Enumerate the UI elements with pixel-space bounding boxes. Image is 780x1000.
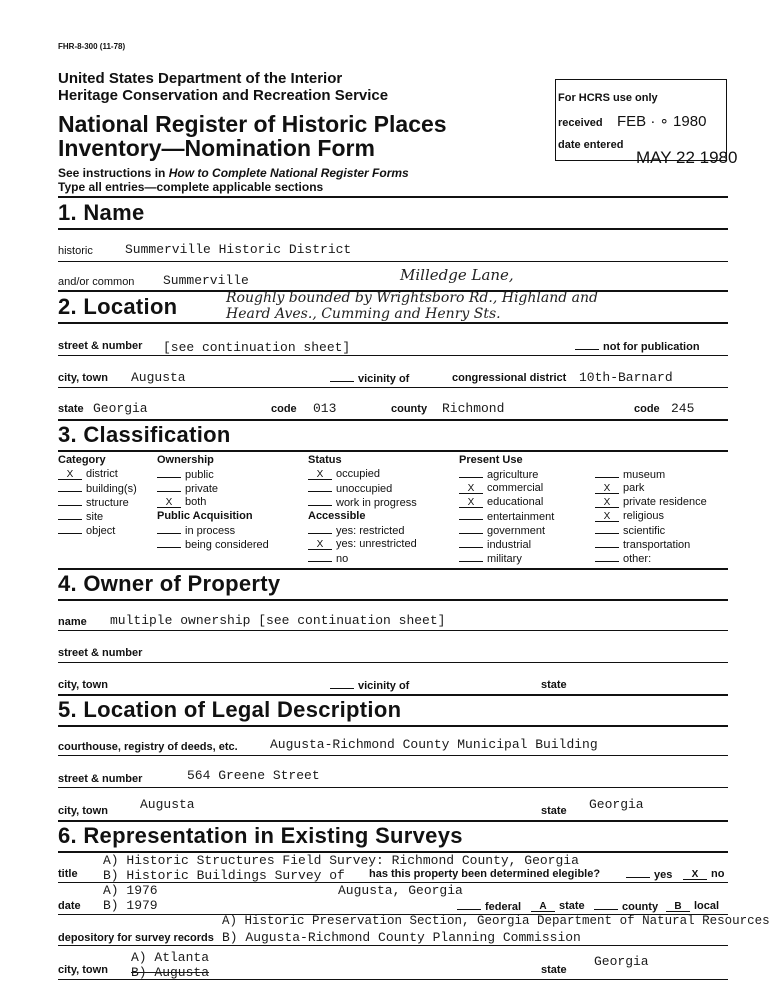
section-1-title: 1. Name — [58, 200, 145, 225]
stamp-date-entered-label: date entered — [558, 139, 624, 151]
agency-line-2: Heritage Conservation and Recreation Service — [58, 87, 389, 104]
present-use-option — [459, 538, 531, 551]
present-use-option — [595, 510, 664, 522]
historic-label: historic — [58, 245, 93, 257]
category-heading: Category — [58, 454, 106, 466]
location-county-value: Richmond — [442, 401, 505, 416]
present-use-option — [459, 552, 522, 565]
survey-date-a: A) 1976 — [103, 883, 158, 898]
present-use-label: military — [487, 553, 522, 565]
ownership-label: public — [185, 469, 214, 481]
level-local-mark[interactable]: B — [666, 902, 690, 912]
survey-state-label: state — [541, 964, 567, 976]
level-county — [594, 900, 658, 913]
category-label: building(s) — [86, 483, 137, 495]
acquisition-option — [157, 538, 269, 551]
accessible-label: yes: restricted — [336, 525, 405, 537]
eligible-question: has this property been determined elegible? — [369, 868, 601, 880]
common-label: and/or common — [58, 276, 135, 288]
survey-date-b: B) 1979 — [103, 898, 158, 913]
location-state-value: Georgia — [93, 401, 148, 416]
acquisition-label: being considered — [185, 539, 269, 551]
eligible-no — [683, 868, 724, 880]
location-street-value: [see continuation sheet] — [163, 340, 351, 355]
form-title-line-1: National Register of Historic Places — [58, 111, 447, 137]
location-code-value: 013 — [313, 401, 337, 416]
accessible-heading: Accessible — [308, 510, 366, 522]
present-use-label: scientific — [623, 525, 666, 537]
location-vicinity-label: vicinity of — [358, 373, 410, 385]
eligible-no-label: no — [711, 868, 725, 880]
ownership-label: private — [185, 483, 219, 495]
status-label: occupied — [336, 468, 381, 480]
status-option — [308, 468, 380, 480]
status-label: unoccupied — [336, 483, 393, 495]
eligible-no-mark[interactable]: X — [683, 870, 707, 880]
location-city-label: city, town — [58, 372, 108, 384]
accessible-label: yes: unrestricted — [336, 538, 417, 550]
eligible-yes — [626, 868, 672, 881]
level-state — [531, 900, 585, 912]
survey-city-a: A) Atlanta — [131, 950, 210, 965]
ownership-checkbox[interactable] — [157, 482, 181, 492]
legal-city-label: city, town — [58, 805, 108, 817]
not-for-publication — [575, 340, 700, 353]
present-use-checkbox[interactable]: X — [595, 512, 619, 522]
present-use-checkbox[interactable] — [459, 552, 483, 562]
present-use-label: private residence — [623, 496, 707, 508]
category-label: district — [86, 468, 118, 480]
present-use-option — [459, 510, 554, 523]
present-use-checkbox[interactable]: X — [595, 498, 619, 508]
present-use-option — [595, 468, 665, 481]
owner-name-value: multiple ownership [see continuation sheet] — [110, 613, 446, 628]
survey-date-place: Augusta, Georgia — [338, 883, 463, 898]
location-city-value: Augusta — [131, 370, 186, 385]
owner-city-label: city, town — [58, 679, 108, 691]
present-use-checkbox[interactable] — [459, 538, 483, 548]
accessible-checkbox[interactable]: X — [308, 540, 332, 550]
depository-label: depository for survey records — [58, 932, 214, 944]
ownership-checkbox[interactable] — [157, 468, 181, 478]
survey-state-value: Georgia — [594, 954, 649, 969]
category-checkbox[interactable] — [58, 482, 82, 492]
location-code2-label: code — [634, 403, 660, 415]
ownership-option — [157, 482, 218, 495]
survey-date-label: date — [58, 900, 81, 912]
present-use-option — [595, 552, 651, 565]
level-state-mark[interactable]: A — [531, 902, 555, 912]
location-vicinity — [330, 372, 409, 385]
present-use-checkbox[interactable] — [595, 552, 619, 562]
owner-name-label: name — [58, 616, 87, 628]
location-handwriting-3: Heard Aves., Cumming and Henry Sts. — [226, 306, 501, 322]
present-use-label: commercial — [487, 482, 544, 494]
location-handwriting-2: Roughly bounded by Wrightsboro Rd., Highland and — [226, 290, 598, 306]
not-for-publication-label: not for publication — [603, 341, 700, 353]
present-use-checkbox[interactable] — [459, 524, 483, 534]
level-county-blank[interactable] — [594, 900, 618, 910]
status-label: work in progress — [336, 497, 417, 509]
survey-title-label: title — [58, 868, 78, 880]
present-use-label: other: — [623, 553, 652, 565]
legal-street-value: 564 Greene Street — [187, 768, 320, 783]
survey-city-b: B) Augusta — [131, 965, 210, 980]
present-use-checkbox[interactable] — [595, 524, 619, 534]
acquisition-heading: Public Acquisition — [157, 510, 253, 522]
ownership-option — [157, 496, 206, 508]
present-use-checkbox[interactable]: X — [459, 498, 483, 508]
ownership-option — [157, 468, 214, 481]
ownership-heading: Ownership — [157, 454, 214, 466]
present-use-label: park — [623, 482, 645, 494]
form-title-line-2: Inventory—Nomination Form — [58, 135, 375, 161]
status-checkbox[interactable]: X — [308, 470, 332, 480]
instructions-prefix: See instructions in — [58, 166, 169, 180]
level-local — [666, 900, 719, 912]
owner-vicinity — [330, 679, 409, 692]
congress-value: 10th-Barnard — [579, 370, 673, 385]
accessible-option — [308, 538, 417, 550]
category-option — [58, 524, 115, 537]
present-use-option — [595, 482, 644, 494]
stamp-heading: For HCRS use only — [558, 92, 658, 104]
present-use-label: educational — [487, 496, 544, 508]
owner-street-label: street & number — [58, 647, 143, 659]
category-option — [58, 482, 137, 495]
level-federal-blank[interactable] — [457, 900, 481, 910]
section-2-title: 2. Location — [58, 294, 178, 319]
ownership-checkbox[interactable]: X — [157, 498, 181, 508]
category-label: site — [86, 511, 104, 523]
present-use-checkbox[interactable] — [595, 468, 619, 478]
present-use-option — [459, 482, 543, 494]
owner-vicinity-label: vicinity of — [358, 680, 410, 692]
location-state-label: state — [58, 403, 84, 415]
location-code2-value: 245 — [671, 401, 695, 416]
category-option — [58, 496, 129, 509]
status-option — [308, 496, 417, 509]
status-heading: Status — [308, 454, 342, 466]
present-use-checkbox[interactable] — [459, 468, 483, 478]
category-label: object — [86, 525, 116, 537]
acquisition-option — [157, 524, 235, 537]
present-use-label: transportation — [623, 539, 691, 551]
present-use-heading: Present Use — [459, 454, 523, 466]
stamp-date-entered-value: MAY 22 1980 — [636, 148, 738, 167]
agency-line-1: United States Department of the Interior — [58, 70, 343, 87]
courthouse-value: Augusta-Richmond County Municipal Building — [270, 737, 598, 752]
present-use-option — [595, 538, 690, 551]
present-use-option — [595, 524, 665, 537]
survey-title-a: A) Historic Structures Field Survey: Richmond County, Georgia — [103, 853, 579, 868]
level-state-label: state — [559, 900, 585, 912]
location-handwriting-1: Milledge Lane, — [400, 266, 514, 284]
acquisition-checkbox[interactable] — [157, 538, 181, 548]
present-use-option — [459, 496, 543, 508]
instructions-italic: How to Complete National Register Forms — [168, 166, 409, 180]
category-checkbox[interactable] — [58, 496, 82, 506]
level-county-label: county — [622, 901, 659, 913]
courthouse-label: courthouse, registry of deeds, etc. — [58, 741, 238, 753]
category-checkbox[interactable] — [58, 524, 82, 534]
present-use-label: entertainment — [487, 511, 555, 523]
legal-state-value: Georgia — [589, 797, 644, 812]
eligible-yes-blank[interactable] — [626, 868, 650, 878]
survey-title-b: B) Historic Buildings Survey of — [103, 868, 345, 883]
depository-b: B) Augusta-Richmond County Planning Commission — [222, 930, 581, 945]
status-checkbox[interactable] — [308, 482, 332, 492]
historic-value: Summerville Historic District — [125, 242, 352, 257]
category-checkbox[interactable]: X — [58, 470, 82, 480]
acquisition-label: in process — [185, 525, 236, 537]
owner-vicinity-blank[interactable] — [330, 679, 354, 689]
present-use-option — [459, 524, 545, 537]
ownership-label: both — [185, 496, 207, 508]
depository-a: A) Historic Preservation Section, Georgia Department of Natural Resources — [222, 914, 770, 928]
present-use-label: religious — [623, 510, 664, 522]
level-federal — [457, 900, 521, 913]
accessible-checkbox[interactable] — [308, 552, 332, 562]
present-use-option — [459, 468, 538, 481]
owner-state-label: state — [541, 679, 567, 691]
status-option — [308, 482, 392, 495]
present-use-label: agriculture — [487, 469, 539, 481]
present-use-label: museum — [623, 469, 666, 481]
level-federal-label: federal — [485, 901, 522, 913]
present-use-checkbox[interactable]: X — [459, 484, 483, 494]
present-use-checkbox[interactable] — [595, 538, 619, 548]
survey-city-label: city, town — [58, 964, 108, 976]
category-option — [58, 468, 118, 480]
not-for-publication-blank[interactable] — [575, 340, 599, 350]
location-code-label: code — [271, 403, 297, 415]
stamp-received-label: received — [558, 117, 603, 129]
accessible-label: no — [336, 553, 349, 565]
category-option — [58, 510, 103, 523]
legal-city-value: Augusta — [140, 797, 195, 812]
location-street-label: street & number — [58, 340, 143, 352]
congress-label: congressional district — [452, 372, 567, 384]
category-checkbox[interactable] — [58, 510, 82, 520]
section-5-title: 5. Location of Legal Description — [58, 697, 402, 722]
present-use-checkbox[interactable]: X — [595, 484, 619, 494]
accessible-option — [308, 524, 404, 537]
stamp-received-value: FEB · ∘ 1980 — [617, 113, 707, 130]
present-use-option — [595, 496, 707, 508]
location-vicinity-blank[interactable] — [330, 372, 354, 382]
location-county-label: county — [391, 403, 428, 415]
instructions-line-2: Type all entries—complete applicable sections — [58, 180, 324, 194]
level-local-label: local — [694, 900, 720, 912]
category-label: structure — [86, 497, 129, 509]
accessible-checkbox[interactable] — [308, 524, 332, 534]
instructions-line-1 — [58, 166, 409, 180]
status-checkbox[interactable] — [308, 496, 332, 506]
present-use-label: industrial — [487, 539, 532, 551]
eligible-yes-label: yes — [654, 869, 673, 881]
acquisition-checkbox[interactable] — [157, 524, 181, 534]
section-6-title: 6. Representation in Existing Surveys — [58, 823, 463, 848]
common-value: Summerville — [163, 273, 249, 288]
accessible-option — [308, 552, 348, 565]
present-use-label: government — [487, 525, 546, 537]
legal-street-label: street & number — [58, 773, 143, 785]
form-number: FHR-8-300 (11-78) — [58, 42, 126, 51]
section-4-title: 4. Owner of Property — [58, 571, 281, 596]
section-3-title: 3. Classification — [58, 422, 231, 447]
present-use-checkbox[interactable] — [459, 510, 483, 520]
legal-state-label: state — [541, 805, 567, 817]
